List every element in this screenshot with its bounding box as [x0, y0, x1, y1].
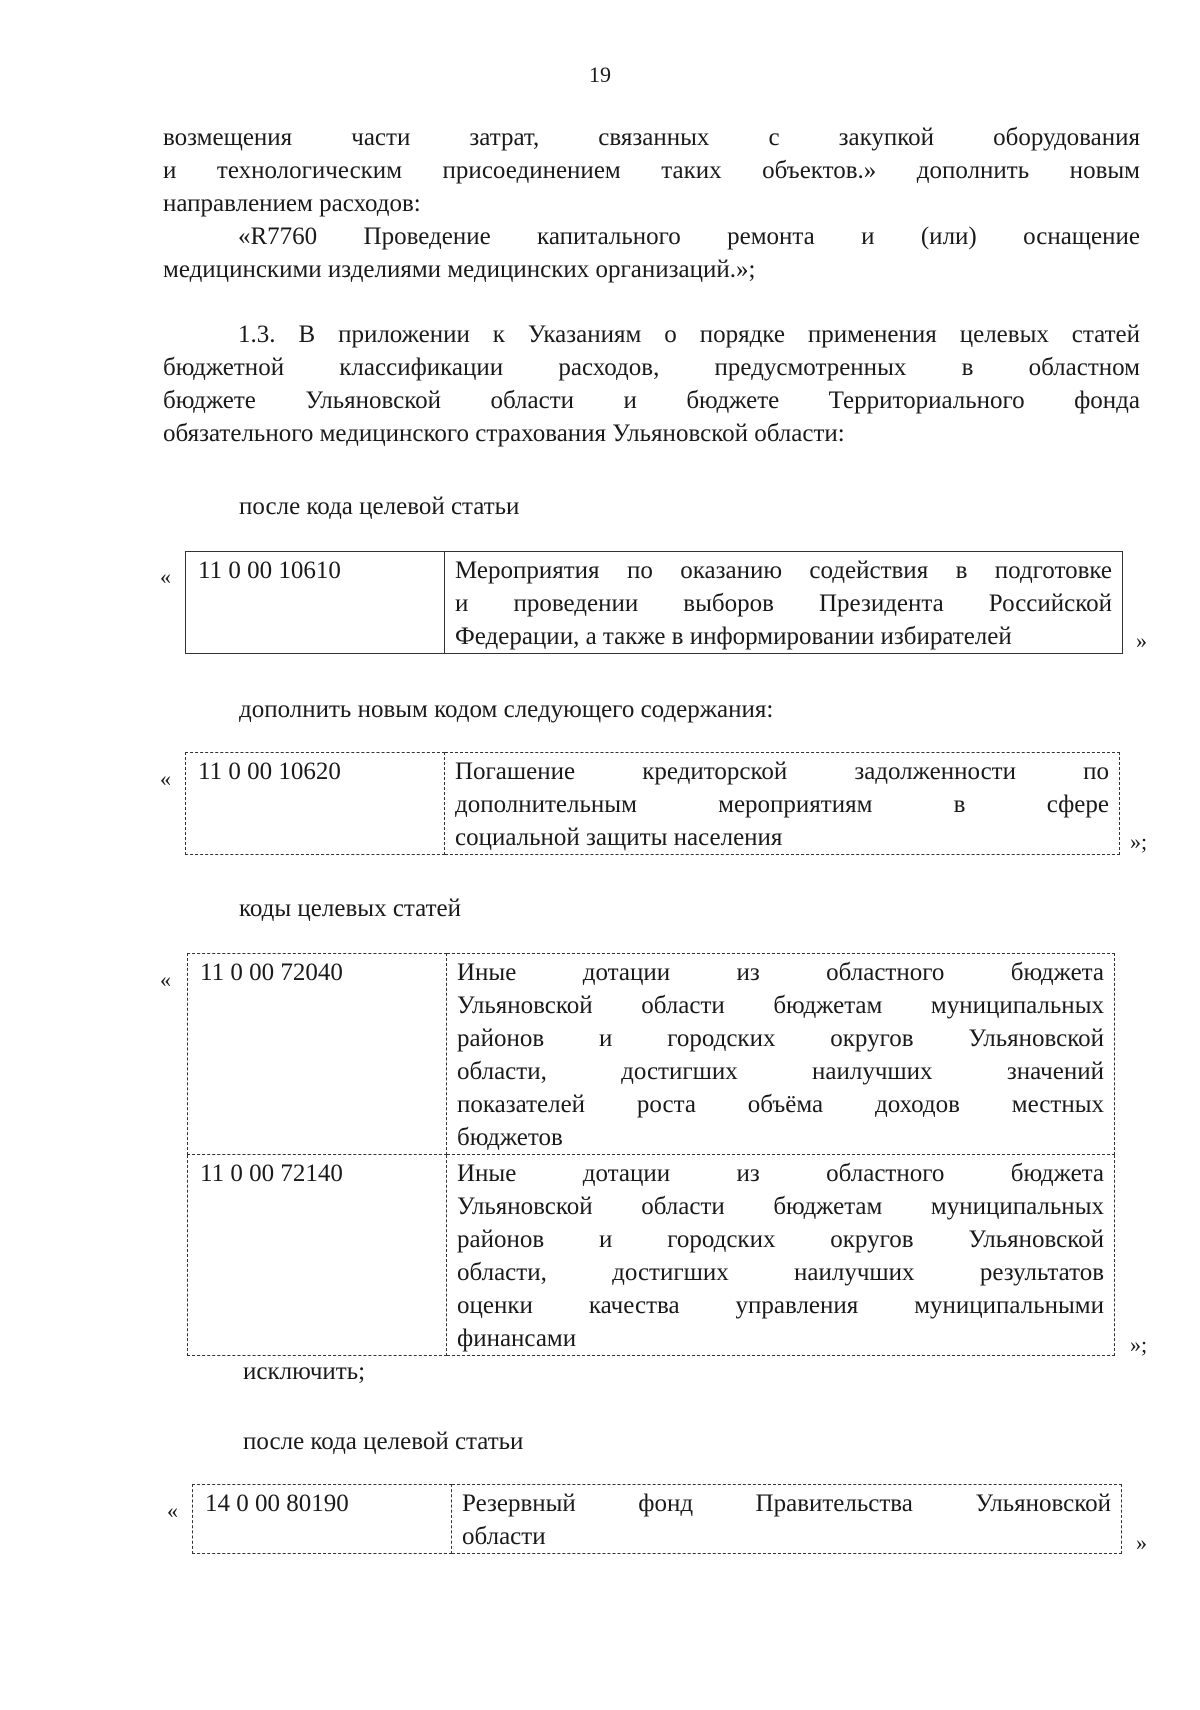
table-row: [188, 1155, 1115, 1356]
close-quote: »: [1136, 628, 1147, 653]
text-line: «R7760 Проведение капитального ремонта и (или) оснащение: [238, 223, 1140, 250]
table-row: [193, 1485, 1122, 1554]
table-row: [186, 552, 1123, 654]
text-line: 1.3. В приложении к Указаниям о порядке применения целевых статей: [238, 321, 1140, 348]
r7760-paragraph: [163, 220, 1140, 286]
text-line: районов и городских округов Ульяновской: [457, 1226, 1104, 1253]
section-1-3-paragraph: [163, 318, 1140, 450]
page-number: 19: [589, 62, 611, 87]
target-code: 11 0 00 10620: [186, 753, 445, 855]
target-code: 11 0 00 10610: [186, 552, 445, 654]
text-line: Иные дотации из областного бюджета: [457, 959, 1104, 986]
target-code: 11 0 00 72140: [188, 1155, 447, 1356]
text-line: Иные дотации из областного бюджета: [457, 1160, 1104, 1187]
target-description: [445, 753, 1120, 855]
text-line: показателей роста объёма доходов местных: [457, 1091, 1104, 1118]
text-line: социальной защиты населения: [455, 824, 783, 851]
text-line: и проведении выборов Президента Российской: [455, 590, 1112, 617]
text-line: районов и городских округов Ульяновской: [457, 1025, 1104, 1052]
open-quote: «: [160, 766, 171, 791]
code-table-1: [185, 551, 1123, 654]
target-code: 14 0 00 80190: [193, 1485, 452, 1554]
text-line: бюджетов: [457, 1124, 563, 1151]
target-code: 11 0 00 72040: [188, 954, 447, 1155]
text-line: Федерации, а также в информировании избирателей: [455, 623, 1012, 650]
text-line: бюджете Ульяновской области и бюджете Территориального фонда: [163, 387, 1140, 414]
open-quote: «: [160, 967, 171, 992]
text-line: области, достигших наилучших результатов: [457, 1259, 1104, 1286]
code-table-4: [192, 1484, 1122, 1554]
text-line: обязательного медицинского страхования Ульяновской области:: [163, 420, 845, 447]
target-description: [447, 954, 1115, 1155]
text-line: финансами: [457, 1325, 577, 1352]
text-line: возмещения части затрат, связанных с закупкой оборудования: [163, 124, 1140, 151]
label-add-new-code: дополнить новым кодом следующего содержания:: [239, 696, 774, 723]
text-line: Резервный фонд Правительства Ульяновской: [462, 1490, 1111, 1517]
label-codes: коды целевых статей: [239, 895, 461, 922]
text-line: области, достигших наилучших значений: [457, 1058, 1104, 1085]
code-table-3: [187, 953, 1115, 1356]
close-quote: »;: [1130, 829, 1148, 854]
label-after-code: после кода целевой статьи: [239, 493, 520, 520]
open-quote: «: [160, 564, 171, 589]
target-description: [445, 552, 1123, 654]
open-quote: «: [167, 1498, 178, 1523]
text-line: дополнительным мероприятиям в сфере: [455, 791, 1109, 818]
label-exclude: исключить;: [243, 1358, 366, 1385]
close-quote: »;: [1130, 1332, 1148, 1357]
text-line: и технологическим присоединением таких объектов.» дополнить новым: [163, 157, 1140, 184]
text-line: медицинскими изделиями медицинских организаций.»;: [163, 256, 756, 283]
text-line: Ульяновской области бюджетам муниципальных: [457, 1193, 1104, 1220]
table-row: [186, 753, 1120, 855]
target-description: [447, 1155, 1115, 1356]
text-line: бюджетной классификации расходов, предусмотренных в областном: [163, 354, 1140, 381]
text-line: Погашение кредиторской задолженности по: [455, 758, 1109, 785]
text-line: оценки качества управления муниципальными: [457, 1292, 1104, 1319]
text-line: направлением расходов:: [163, 190, 421, 217]
target-description: [452, 1485, 1122, 1554]
intro-paragraph: [163, 121, 1140, 220]
text-line: Ульяновской области бюджетам муниципальных: [457, 992, 1104, 1019]
text-line: Мероприятия по оказанию содействия в подготовке: [455, 557, 1112, 584]
text-line: области: [462, 1523, 546, 1550]
close-quote: »: [1136, 1530, 1147, 1555]
label-after-code: после кода целевой статьи: [243, 1428, 524, 1455]
table-row: [188, 954, 1115, 1155]
code-table-2: [185, 752, 1120, 855]
